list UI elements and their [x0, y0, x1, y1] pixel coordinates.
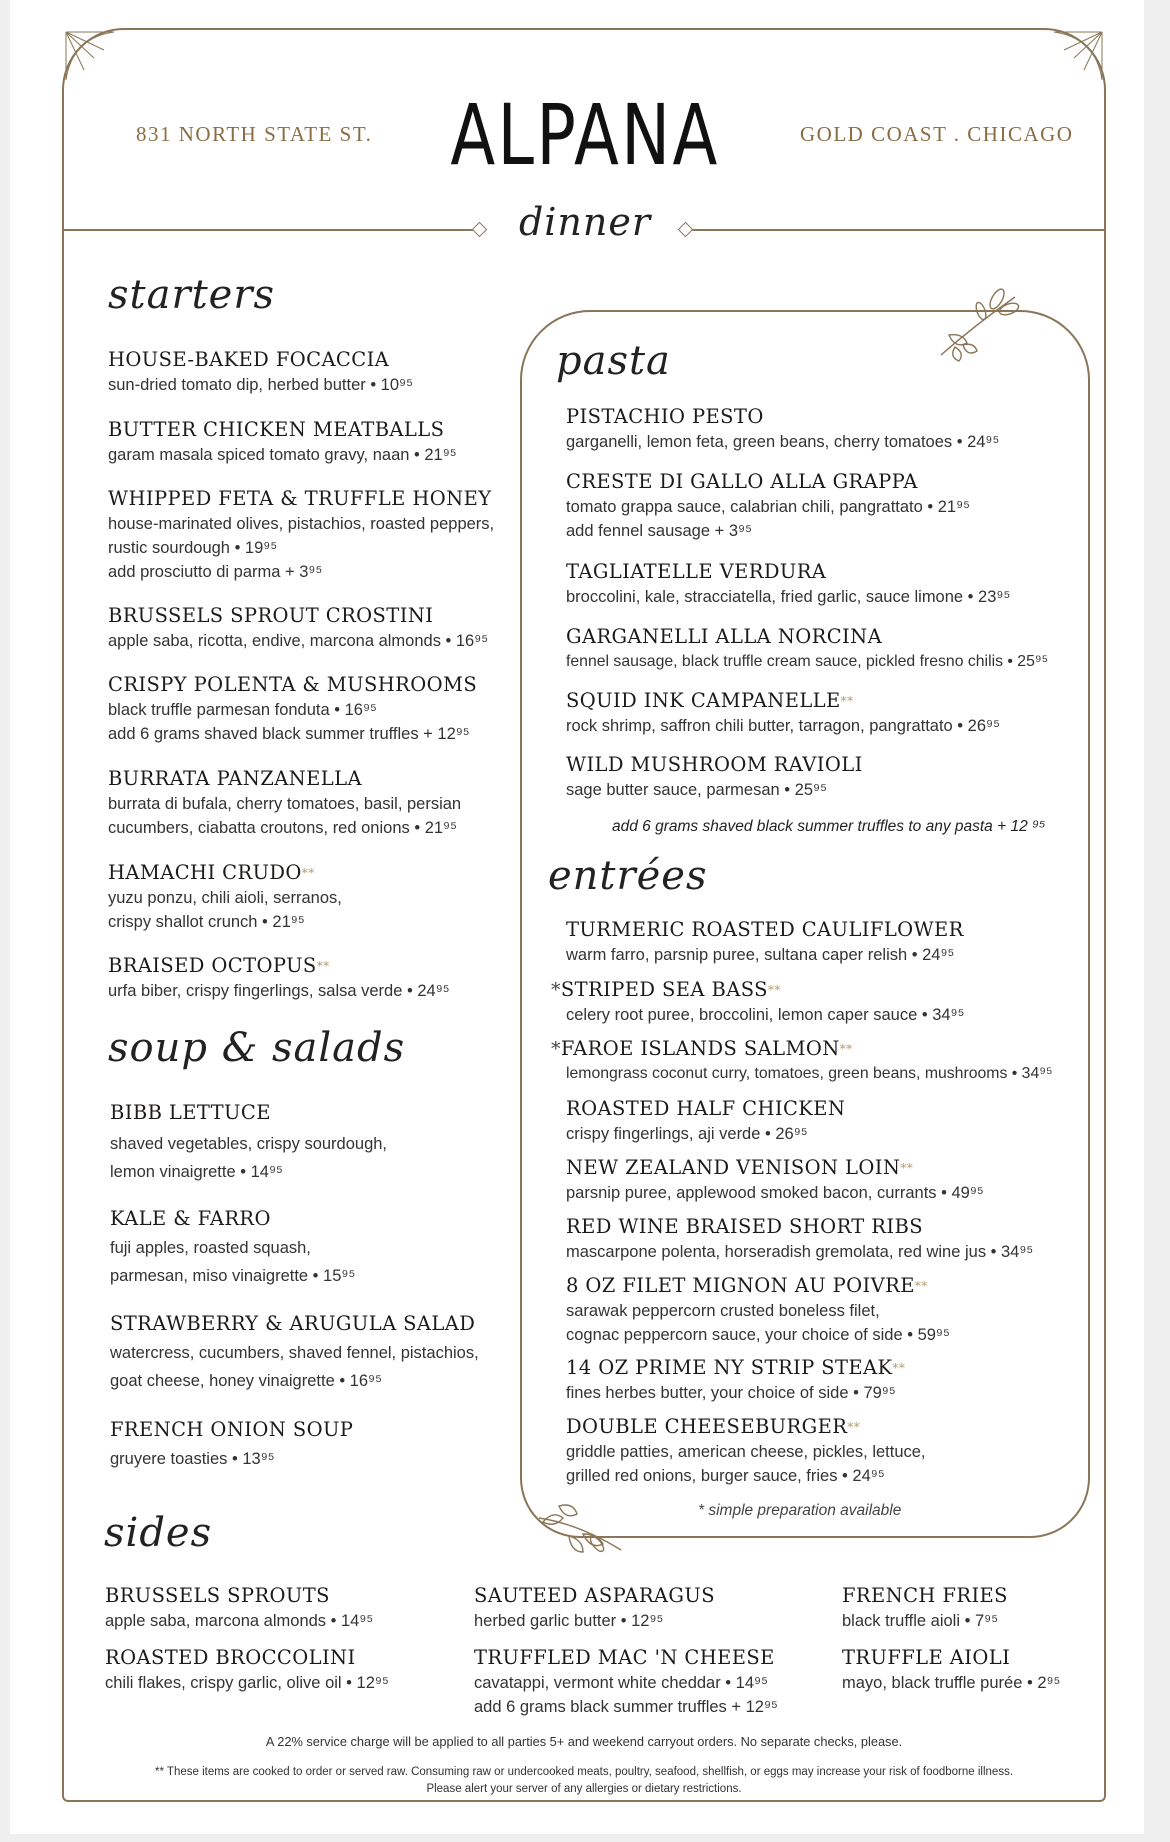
item-desc: grilled red onions, burger sauce, fries • 24⁹⁵: [566, 1467, 885, 1485]
item-name: TRUFFLE AIOLI: [842, 1646, 1011, 1669]
corner-ornament-icon: [64, 30, 116, 82]
item-desc: urfa biber, crispy fingerlings, salsa verde • 24⁹⁵: [108, 982, 450, 1000]
item-desc: crispy fingerlings, aji verde • 26⁹⁵: [566, 1125, 808, 1143]
simple-prep-marker: *: [551, 979, 561, 1001]
item-desc: sun-dried tomato dip, herbed butter • 10⁹⁵: [108, 376, 413, 394]
item-desc: black truffle parmesan fonduta • 16⁹⁵: [108, 701, 377, 719]
menu-item: [108, 860, 342, 934]
menu-item: [566, 404, 999, 454]
menu-item: [566, 1414, 926, 1488]
item-name: TRUFFLED MAC 'N CHEESE: [474, 1646, 775, 1669]
item-name: HOUSE-BAKED FOCACCIA: [108, 348, 390, 371]
item-desc: herbed garlic butter • 12⁹⁵: [474, 1612, 664, 1630]
menu-item: [566, 917, 964, 967]
item-name: CRESTE DI GALLO ALLA GRAPPA: [566, 470, 918, 493]
restaurant-title: ALPANA: [450, 86, 720, 184]
item-desc: parsnip puree, applewood smoked bacon, currants • 49⁹⁵: [566, 1184, 984, 1202]
menu-item: [842, 1583, 1008, 1633]
raw-food-warning: ** These items are cooked to order or served raw. Consuming raw or undercooked meats, poultry, seafood, shellfish, or eggs may increase your risk of foodborne illness.: [154, 1766, 1014, 1778]
item-desc: parmesan, miso vinaigrette • 15⁹⁵: [110, 1267, 356, 1285]
corner-ornament-icon: [1052, 30, 1104, 82]
item-desc: lemongrass coconut curry, tomatoes, green beans, mushrooms • 34⁹⁵: [566, 1065, 1053, 1082]
item-desc: goat cheese, honey vinaigrette • 16⁹⁵: [110, 1372, 382, 1390]
item-name: CRISPY POLENTA & MUSHROOMS: [108, 673, 478, 696]
menu-item: [108, 672, 477, 746]
item-name: HAMACHI CRUDO: [108, 861, 302, 884]
menu-item: [566, 624, 1048, 674]
menu-item: [105, 1583, 373, 1633]
item-name: BURRATA PANZANELLA: [108, 767, 362, 790]
item-addon: add 6 grams black summer truffles + 12⁹⁵: [474, 1698, 778, 1716]
menu-item: [110, 1206, 355, 1290]
item-desc: house-marinated olives, pistachios, roasted peppers,: [108, 515, 495, 533]
service-charge-note: A 22% service charge will be applied to all parties 5+ and weekend carryout orders. No separate checks, please.: [265, 1734, 903, 1749]
item-name: SAUTEED ASPARAGUS: [474, 1584, 715, 1607]
raw-marker: **: [301, 866, 315, 880]
item-desc: sage butter sauce, parmesan • 25⁹⁵: [566, 781, 827, 799]
starters-heading: starters: [108, 272, 275, 318]
item-name: RED WINE BRAISED SHORT RIBS: [566, 1215, 923, 1238]
item-desc: garam masala spiced tomato gravy, naan • 21⁹⁵: [108, 446, 457, 464]
raw-marker: **: [892, 1361, 906, 1375]
menu-item: [110, 1100, 387, 1186]
raw-marker: **: [767, 983, 781, 997]
item-name: BRUSSELS SPROUT CROSTINI: [108, 604, 434, 627]
item-name: ROASTED BROCCOLINI: [105, 1646, 356, 1669]
item-desc: gruyere toasties • 13⁹⁵: [110, 1450, 275, 1468]
item-desc: griddle patties, american cheese, pickles, lettuce,: [566, 1443, 926, 1461]
item-name: BUTTER CHICKEN MEATBALLS: [108, 418, 445, 441]
item-name: DOUBLE CHEESEBURGER: [566, 1415, 848, 1438]
menu-item: [566, 1355, 905, 1405]
menu-item: [566, 1155, 984, 1205]
menu-item: [566, 1273, 950, 1347]
item-desc: fuji apples, roasted squash,: [110, 1239, 311, 1257]
item-desc: watercress, cucumbers, shaved fennel, pistachios,: [110, 1344, 479, 1362]
soups-heading: soup & salads: [108, 1025, 406, 1071]
item-desc: sarawak peppercorn crusted boneless filet,: [566, 1302, 880, 1320]
item-desc: fines herbes butter, your choice of side • 79⁹⁵: [566, 1384, 896, 1402]
menu-item: [108, 603, 488, 653]
raw-marker: **: [900, 1161, 914, 1175]
item-name: BRAISED OCTOPUS: [108, 954, 317, 977]
item-desc: garganelli, lemon feta, green beans, cherry tomatoes • 24⁹⁵: [566, 433, 1000, 451]
item-desc: burrata di bufala, cherry tomatoes, basil, persian: [108, 795, 462, 813]
menu-item: [551, 1036, 1053, 1086]
item-desc: tomato grappa sauce, calabrian chili, pangrattato • 21⁹⁵: [566, 498, 971, 516]
item-name: FAROE ISLANDS SALMON: [560, 1037, 840, 1060]
entrees-heading: entrées: [548, 853, 708, 899]
menu-item: [566, 1214, 1033, 1264]
item-desc: mascarpone polenta, horseradish gremolata, red wine jus • 34⁹⁵: [566, 1243, 1034, 1261]
item-name: BRUSSELS SPROUTS: [105, 1584, 330, 1607]
menu-item: [108, 417, 457, 467]
menu-item: [108, 486, 494, 584]
menu-item: [108, 953, 450, 1003]
item-name: 8 OZ FILET MIGNON AU POIVRE: [566, 1274, 915, 1297]
item-desc: cognac peppercorn sauce, your choice of side • 59⁹⁵: [566, 1326, 950, 1344]
item-desc: rock shrimp, saffron chili butter, tarragon, pangrattato • 26⁹⁵: [566, 717, 1000, 735]
item-desc: chili flakes, crispy garlic, olive oil • 12⁹⁵: [105, 1674, 389, 1692]
item-name: SQUID INK CAMPANELLE: [566, 689, 841, 712]
menu-item: [110, 1311, 479, 1395]
item-name: STRAWBERRY & ARUGULA SALAD: [110, 1312, 476, 1335]
item-name: WILD MUSHROOM RAVIOLI: [566, 753, 863, 776]
item-desc: apple saba, marcona almonds • 14⁹⁵: [105, 1612, 374, 1630]
item-desc: warm farro, parsnip puree, sultana caper relish • 24⁹⁵: [566, 946, 955, 964]
item-name: WHIPPED FETA & TRUFFLE HONEY: [108, 487, 492, 510]
item-name: KALE & FARRO: [110, 1207, 271, 1230]
menu-item: [474, 1645, 778, 1719]
meal-heading: dinner: [518, 200, 652, 244]
item-name: STRIPED SEA BASS: [560, 978, 768, 1001]
menu-item: [566, 1096, 845, 1146]
simple-prep-note: * simple preparation available: [698, 1502, 902, 1519]
menu-item: [566, 559, 1010, 609]
item-name: NEW ZEALAND VENISON LOIN: [566, 1156, 901, 1179]
location-label: GOLD COAST . CHICAGO: [800, 122, 1074, 146]
item-name: ROASTED HALF CHICKEN: [566, 1097, 846, 1120]
menu-item: [474, 1583, 715, 1633]
menu-item: [566, 688, 1000, 738]
menu-item: [110, 1417, 353, 1473]
pasta-heading: pasta: [556, 338, 671, 384]
raw-marker: **: [316, 959, 330, 973]
menu-item: [108, 766, 461, 840]
item-addon: add fennel sausage + 3⁹⁵: [566, 522, 752, 540]
menu-item: [108, 347, 413, 397]
item-desc: apple saba, ricotta, endive, marcona almonds • 16⁹⁵: [108, 632, 489, 650]
pasta-truffle-note: add 6 grams shaved black summer truffles to any pasta + 12 ⁹⁵: [612, 818, 1046, 835]
raw-marker: **: [840, 694, 854, 708]
menu-item: [566, 469, 970, 543]
item-addon: add 6 grams shaved black summer truffles + 12⁹⁵: [108, 725, 470, 743]
address-label: 831 NORTH STATE ST.: [136, 122, 373, 146]
item-name: PISTACHIO PESTO: [566, 405, 764, 428]
allergy-note: Please alert your server of any allergies or dietary restrictions.: [426, 1783, 742, 1795]
simple-prep-marker: *: [551, 1038, 561, 1060]
floral-ornament-icon: [535, 1500, 625, 1562]
item-desc: black truffle aioli • 7⁹⁵: [842, 1612, 999, 1630]
item-desc: celery root puree, broccolini, lemon caper sauce • 34⁹⁵: [566, 1006, 965, 1024]
menu-item: [566, 752, 863, 802]
raw-marker: **: [914, 1279, 928, 1293]
item-addon: add prosciutto di parma + 3⁹⁵: [108, 563, 323, 581]
item-desc: yuzu ponzu, chili aioli, serranos,: [108, 889, 342, 907]
menu-item: [842, 1645, 1060, 1695]
item-name: FRENCH ONION SOUP: [110, 1418, 354, 1441]
menu-item: [551, 977, 964, 1027]
floral-ornament-icon: [935, 285, 1021, 365]
item-desc: cavatappi, vermont white cheddar • 14⁹⁵: [474, 1674, 768, 1692]
raw-marker: **: [847, 1420, 861, 1434]
item-desc: cucumbers, ciabatta croutons, red onions • 21⁹⁵: [108, 819, 457, 837]
item-desc: lemon vinaigrette • 14⁹⁵: [110, 1163, 283, 1181]
item-name: 14 OZ PRIME NY STRIP STEAK: [566, 1356, 893, 1379]
sides-heading: sides: [104, 1510, 213, 1556]
item-name: TAGLIATELLE VERDURA: [566, 560, 827, 583]
item-desc: broccolini, kale, stracciatella, fried garlic, sauce limone • 23⁹⁵: [566, 588, 1011, 606]
item-name: BIBB LETTUCE: [110, 1101, 271, 1124]
item-name: GARGANELLI ALLA NORCINA: [566, 625, 883, 648]
item-name: TURMERIC ROASTED CAULIFLOWER: [566, 918, 964, 941]
item-desc: shaved vegetables, crispy sourdough,: [110, 1135, 388, 1153]
menu-item: [105, 1645, 389, 1695]
item-desc: fennel sausage, black truffle cream sauce, pickled fresno chilis • 25⁹⁵: [566, 653, 1049, 670]
item-desc: mayo, black truffle purée • 2⁹⁵: [842, 1674, 1061, 1692]
item-name: FRENCH FRIES: [842, 1584, 1008, 1607]
item-desc: rustic sourdough • 19⁹⁵: [108, 539, 278, 557]
raw-marker: **: [839, 1042, 853, 1056]
item-desc: crispy shallot crunch • 21⁹⁵: [108, 913, 305, 931]
